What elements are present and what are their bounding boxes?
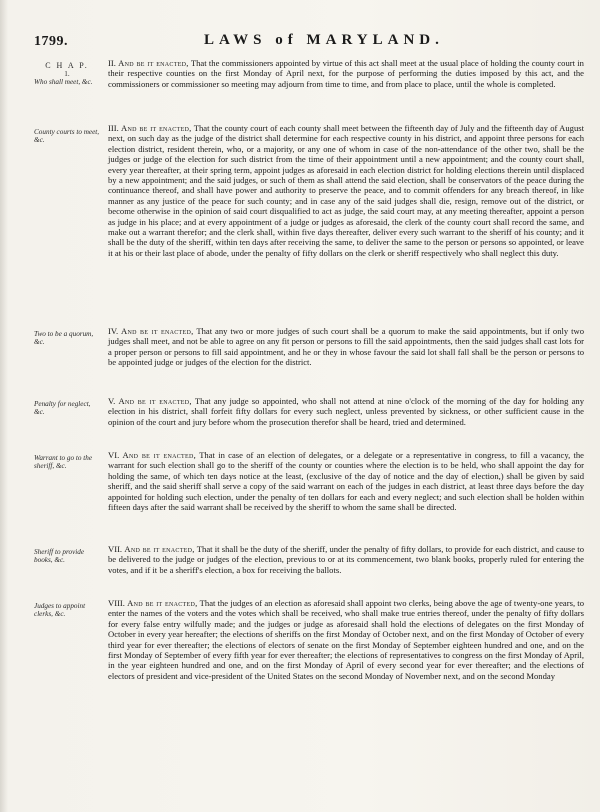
section-8 <box>108 598 584 681</box>
section-6 <box>108 450 584 512</box>
section-number: VIII. <box>108 598 125 608</box>
section-5 <box>108 396 584 427</box>
section-number: VI. <box>108 450 120 460</box>
margin-note-sheriff-books: Sheriff to provide books, &c. <box>34 548 85 564</box>
section-lead: And be it enacted, <box>127 598 198 608</box>
section-text: That the commissioners appointed by virtue of this act shall meet at the usual place of holding the county court in their respective counties on the first Monday of April next, for the purpose of performing the duties imposed by this act, and the commissioners or commissioner so meeting may adjourn from time to time, and from place to place, until the whole is completed. <box>108 58 584 89</box>
margin-note-warrant: Warrant to go to the sheriff, &c. <box>34 454 93 470</box>
chapter-label: C H A P. <box>45 61 89 70</box>
running-title: LAWS of MARYLAND. <box>204 32 444 48</box>
section-text: That any two or more judges of such court shall be a quorum to make the said appointments, but if only two judges shall meet, and not be able to agree on any fit person or persons to fill the said appointments, then the said judges shall cast lots for a proper person or persons to fill said appointment, and he or they in whose favour the said lot shall fall shall be the person or persons to be appointed judge or judges of the election for the district. <box>108 326 585 368</box>
section-lead: And be it enacted, <box>118 58 189 68</box>
page-year: 1799. <box>34 34 68 49</box>
section-2 <box>108 58 584 89</box>
section-text: That in case of an election of delegates, or a delegate or a representative in congress, to fill a vacancy, the warrant for such election shall go to the sheriff of the county or counties where the election is to be held, who shall appoint the day for holding the same, of which ten days notice at the least, (exclusive of the day of notice and the day of election,) shall be given by said sheriff, and the said sheriff shall serve a copy of the said warrant on each of the judges in each district, at least three days before the day appointed for holding such election, under the penalty of ten dollars for each and every neglect; and such election shall be holden within fifteen days after the said warrant shall be received by the sheriff to whom the same shall be directed. <box>108 450 584 513</box>
margin-note-chapter <box>34 62 100 86</box>
section-text: That the judges of an election as aforesaid shall appoint two clerks, being above the age of twenty-one years, to enter the names of the voters and the votes which shall be received, who shall make true entries thereof, under the penalty of fifty dollars for every false entry wilfully made; and the judges or judge as aforesaid shall hold the elections of delegates on the first Monday of October in every year hereafter; the elections of sheriffs on the first Monday of October next, and on the first Monday of October of every third year for ever thereafter; the elections of electors of senate on the first Monday of September eighteen hundred and one, and on the first Monday of September of every fifth year for ever thereafter; the elections of representatives to congress on the first Monday of April, in the year eighteen hundred and one, and on the first Monday of April of every second year for ever thereafter; and the elections of electors of president and vice-president of the United States on the second Monday of November next, and on the second Monday <box>108 598 584 681</box>
chapter-number: 1. <box>64 70 70 78</box>
margin-note-judges-clerks: Judges to appoint clerks, &c. <box>34 602 86 618</box>
section-text: That it shall be the duty of the sheriff, under the penalty of fifty dollars, to provide for each district, and cause to be delivered to the judge or judges of the election, previous to or at its commencement, two blank books, properly ruled for entering the votes, and if it be a sheriff's election, a box for receiving the ballots. <box>108 544 584 575</box>
margin-note-quorum: Two to be a quorum, &c. <box>34 330 94 346</box>
section-lead: And be it enacted, <box>118 396 192 406</box>
section-4 <box>108 326 584 368</box>
section-text: That the county court of each county shall meet between the fifteenth day of July and the fifteenth day of August next, on such day as the judge of the district shall determine for each respective county in his district, and appoint three persons for each election district, resident therein, who, or a majority, or any one of whom in case of the non-attendance of the other two, shall be the judges or judge of the election for such district from the time of their appointment until a new appointment; and the county court shall, every year thereafter, at their spring term, appoint judges as aforesaid in each election district for holding elections therein until displaced by a new appointment; and the said judges, or such of them as shall attend the said election, shall be conservators of the peace during the continuance thereof, and shall have power and authority to preserve the peace, and to commit offenders for any breach thereof, in like manner as any justice of the peace for such county; and in case any of the said judges shall die, resign, remove out of the district, or become otherwise in the opinion of said court disqualified to act as judge, the said court may, at any meeting thereafter, appoint a person as judge in his place; and at every appointment of a judge or judges as aforesaid, the clerk of the county court shall record the same, and make out a warrant therefor; and the clerk shall, within five days thereafter, deliver every such warrant to the sheriff of his county; and it shall be the duty of the sheriff, within ten days after receiving the same, to deliver the same to the person or persons so appointed, or leave it at his or their last place of abode, under the penalty of fifty dollars on the clerk or sheriff respectively who shall neglect this duty. <box>108 123 584 258</box>
margin-note-county-courts: County courts to meet, &c. <box>34 128 100 144</box>
margin-note-penalty: Penalty for neglect, &c. <box>34 400 91 416</box>
section-lead: And be it enacted, <box>122 450 197 460</box>
page-header <box>34 30 582 52</box>
section-lead: And be it enacted, <box>121 123 192 133</box>
section-text: That any judge so appointed, who shall not attend at nine o'clock of the morning of the day for holding any election in his district, shall forfeit fifty dollars for every such neglect, unless prevented by sickness, or other sufficient cause in the opinion of the court and jury before whom the prosecution therefor shall be heard, tried and determined. <box>108 396 584 427</box>
section-lead: And be it enacted, <box>124 544 195 554</box>
section-7 <box>108 544 584 575</box>
section-3 <box>108 123 584 258</box>
section-number: VII. <box>108 544 123 554</box>
section-number: II. <box>108 58 116 68</box>
section-number: V. <box>108 396 116 406</box>
section-lead: And be it enacted, <box>121 326 194 336</box>
margin-note-who-shall-meet: Who shall meet, &c. <box>34 78 93 86</box>
section-number: III. <box>108 123 119 133</box>
section-number: IV. <box>108 326 119 336</box>
